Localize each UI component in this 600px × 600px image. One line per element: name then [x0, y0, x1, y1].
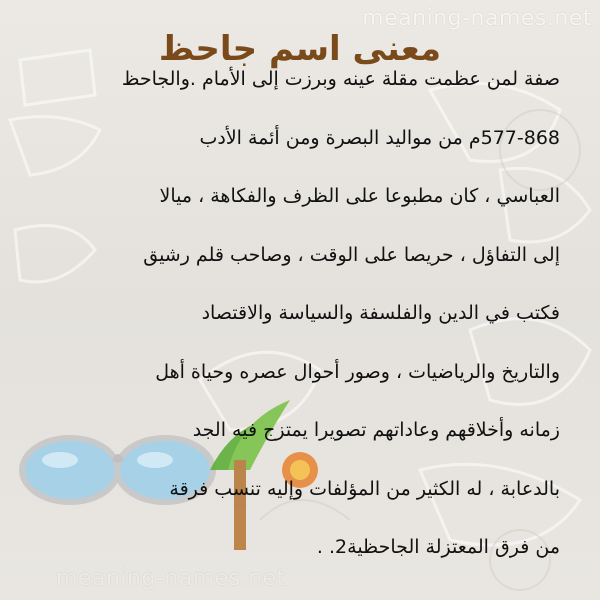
text-line: العباسي ، كان مطبوعا على الظرف والفكاهة ، ميالا — [159, 185, 560, 207]
watermark-bottom: meaning-names.net — [56, 566, 286, 591]
text-line: إلى التفاؤل ، حريصا على الوقت ، وصاحب قلم رشيق — [143, 243, 560, 266]
text-line: 577-868م من مواليد البصرة ومن أئمة الأدب — [199, 126, 560, 149]
text-line: زمانه وأخلاقهم وعاداتهم تصويرا يمتزج فيه الجد — [192, 419, 560, 441]
text-line: بالدعابة ، له الكثير من المؤلفات وإليه تنسب فرقة — [169, 477, 560, 500]
watermark-top: meaning-names.net — [362, 6, 592, 31]
text-line: صفة لمن عظمت مقلة عينه وبرزت إلى الأمام .والجاحظ — [121, 68, 560, 90]
text-line: من فرق المعتزلة الجاحظية2. . — [316, 536, 560, 558]
text-line: والتاريخ والرياضيات ، وصور أحوال عصره وحياة أهل — [155, 360, 560, 383]
text-line: فكتب في الدين والفلسفة والسياسة والاقتصاد — [201, 302, 560, 324]
page-title: معنى اسم جاحظ — [158, 28, 442, 69]
meaning-text — [38, 62, 560, 589]
